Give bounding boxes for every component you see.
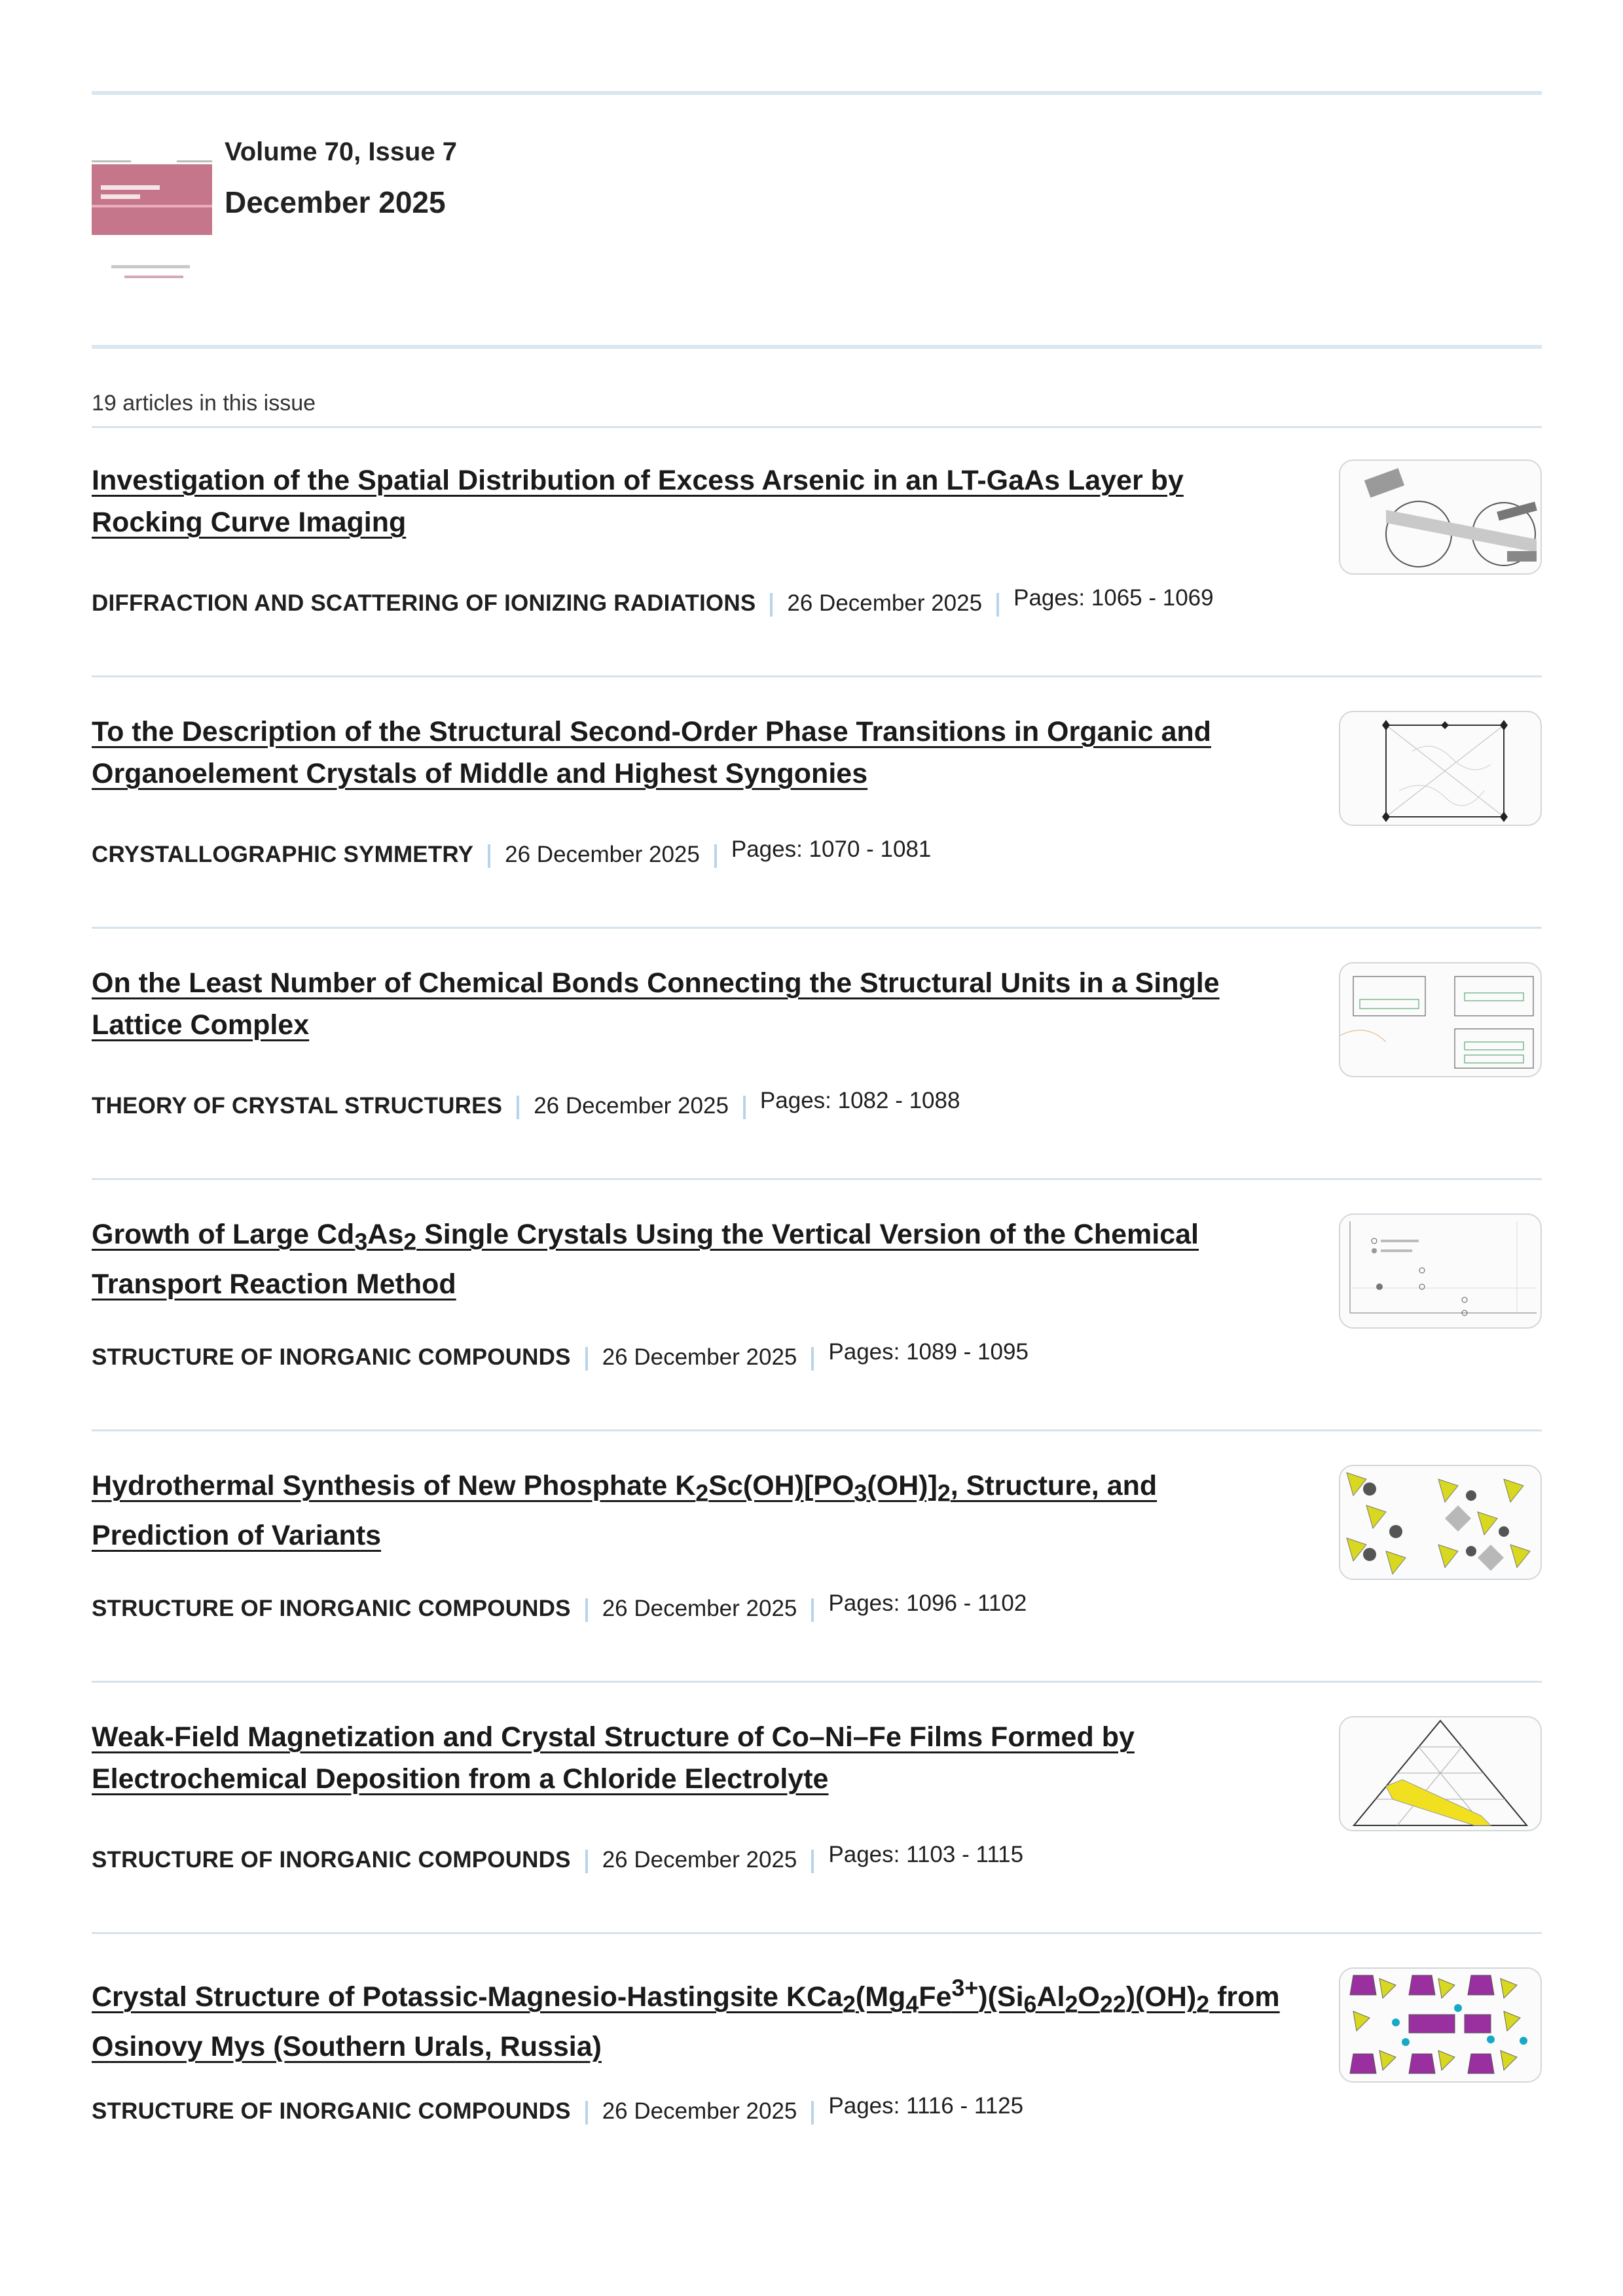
article-meta [92, 1088, 960, 1119]
article-thumbnail-crystal-structure-purple[interactable] [1339, 1967, 1542, 2083]
meta-separator [714, 844, 717, 868]
article-count: 19 articles in this issue [92, 391, 316, 416]
meta-separator [585, 2101, 588, 2125]
header-divider [92, 345, 1542, 349]
article-meta [92, 1590, 1027, 1622]
article-section[interactable]: DIFFRACTION AND SCATTERING OF IONIZING RADIATIONS [92, 590, 756, 616]
article-section[interactable]: STRUCTURE OF INORGANIC COMPOUNDS [92, 2098, 571, 2124]
meta-separator [811, 1347, 814, 1371]
meta-separator [488, 844, 490, 868]
meta-separator [743, 1096, 746, 1119]
article-title-link[interactable]: Crystal Structure of Potassic-Magnesio-Hastingsite $KCa_2(Mg_4Fe^{3+})(Si_6Al_2O_{22})(OH)_2$ from Osinovy Mys (Southern Urals, Russia) [92, 1975, 1280, 2062]
article-title-link[interactable]: Investigation of the Spatial Distribution of Excess Arsenic in an LT-GaAs Layer by Rocking Curve Imaging [92, 465, 1184, 538]
article-meta [92, 585, 1214, 617]
article-divider [92, 1429, 1542, 1431]
article-date: 26 December 2025 [602, 1596, 797, 1621]
article-pages: Pages: 1096 - 1102 [828, 1590, 1027, 1616]
top-divider [92, 91, 1542, 95]
meta-separator [770, 593, 773, 617]
meta-separator [585, 1598, 588, 1622]
meta-separator [996, 593, 999, 617]
article-pages: Pages: 1103 - 1115 [828, 1842, 1024, 1867]
article-section[interactable]: STRUCTURE OF INORGANIC COMPOUNDS [92, 1344, 571, 1370]
meta-separator [585, 1850, 588, 1873]
count-divider [92, 426, 1542, 428]
article-pages: Pages: 1070 - 1081 [731, 836, 932, 862]
meta-separator [811, 2101, 814, 2125]
article-divider [92, 927, 1542, 929]
article-meta [92, 1339, 1029, 1371]
article-date: 26 December 2025 [602, 1344, 797, 1370]
article-divider [92, 1681, 1542, 1683]
article-title-link[interactable]: To the Description of the Structural Second-Order Phase Transitions in Organic and Organoelement Crystals of Middle and Highest Syngonies [92, 716, 1211, 789]
article-thumbnail-symmetry-diagram[interactable] [1339, 711, 1542, 826]
article-divider [92, 1932, 1542, 1934]
article-date: 26 December 2025 [534, 1093, 729, 1119]
issue-date: December 2025 [225, 185, 446, 219]
article-date: 26 December 2025 [787, 590, 983, 616]
article-pages: Pages: 1116 - 1125 [828, 2093, 1024, 2119]
article-meta [92, 2093, 1024, 2125]
article-title-link[interactable]: Hydrothermal Synthesis of New Phosphate $K_2Sc(OH)[PO_3(OH)]_2$, Structure, and Prediction of Variants [92, 1470, 1158, 1551]
article-pages: Pages: 1089 - 1095 [828, 1339, 1029, 1365]
meta-separator [517, 1096, 519, 1119]
article-date: 26 December 2025 [602, 2098, 797, 2124]
article-meta [92, 836, 932, 868]
article-divider [92, 675, 1542, 677]
article-thumbnail-experiment-theory-plot[interactable] [1339, 1213, 1542, 1329]
article-thumbnail-flowchart-diagram[interactable] [1339, 962, 1542, 1077]
article-thumbnail-crystal-structure-yellow[interactable] [1339, 1465, 1542, 1580]
article-thumbnail-diffraction-setup-diagram[interactable] [1339, 459, 1542, 575]
meta-separator [811, 1598, 814, 1622]
article-date: 26 December 2025 [505, 842, 700, 867]
article-thumbnail-ternary-diagram[interactable] [1339, 1716, 1542, 1831]
article-title-link[interactable]: On the Least Number of Chemical Bonds Connecting the Structural Units in a Single Lattice Complex [92, 967, 1220, 1041]
article-divider [92, 1178, 1542, 1180]
issue-volume: Volume 70, Issue 7 [225, 137, 457, 166]
article-date: 26 December 2025 [602, 1847, 797, 1873]
journal-cover-image[interactable] [92, 160, 212, 291]
article-pages: Pages: 1065 - 1069 [1013, 585, 1214, 611]
meta-separator [585, 1347, 588, 1371]
meta-separator [811, 1850, 814, 1873]
article-section[interactable]: STRUCTURE OF INORGANIC COMPOUNDS [92, 1847, 571, 1873]
article-pages: Pages: 1082 - 1088 [759, 1088, 960, 1113]
article-meta [92, 1842, 1024, 1873]
article-section[interactable]: CRYSTALLOGRAPHIC SYMMETRY [92, 842, 474, 867]
article-title-link[interactable]: Weak-Field Magnetization and Crystal Structure of Co–Ni–Fe Films Formed by Electrochemical Deposition from a Chloride Electrolyte [92, 1721, 1135, 1795]
article-section[interactable]: THEORY OF CRYSTAL STRUCTURES [92, 1093, 503, 1119]
article-section[interactable]: STRUCTURE OF INORGANIC COMPOUNDS [92, 1596, 571, 1621]
article-title-link[interactable]: Growth of Large $Cd_3As_2$ Single Crystals Using the Vertical Version of the Chemical Transport Reaction Method [92, 1219, 1199, 1300]
